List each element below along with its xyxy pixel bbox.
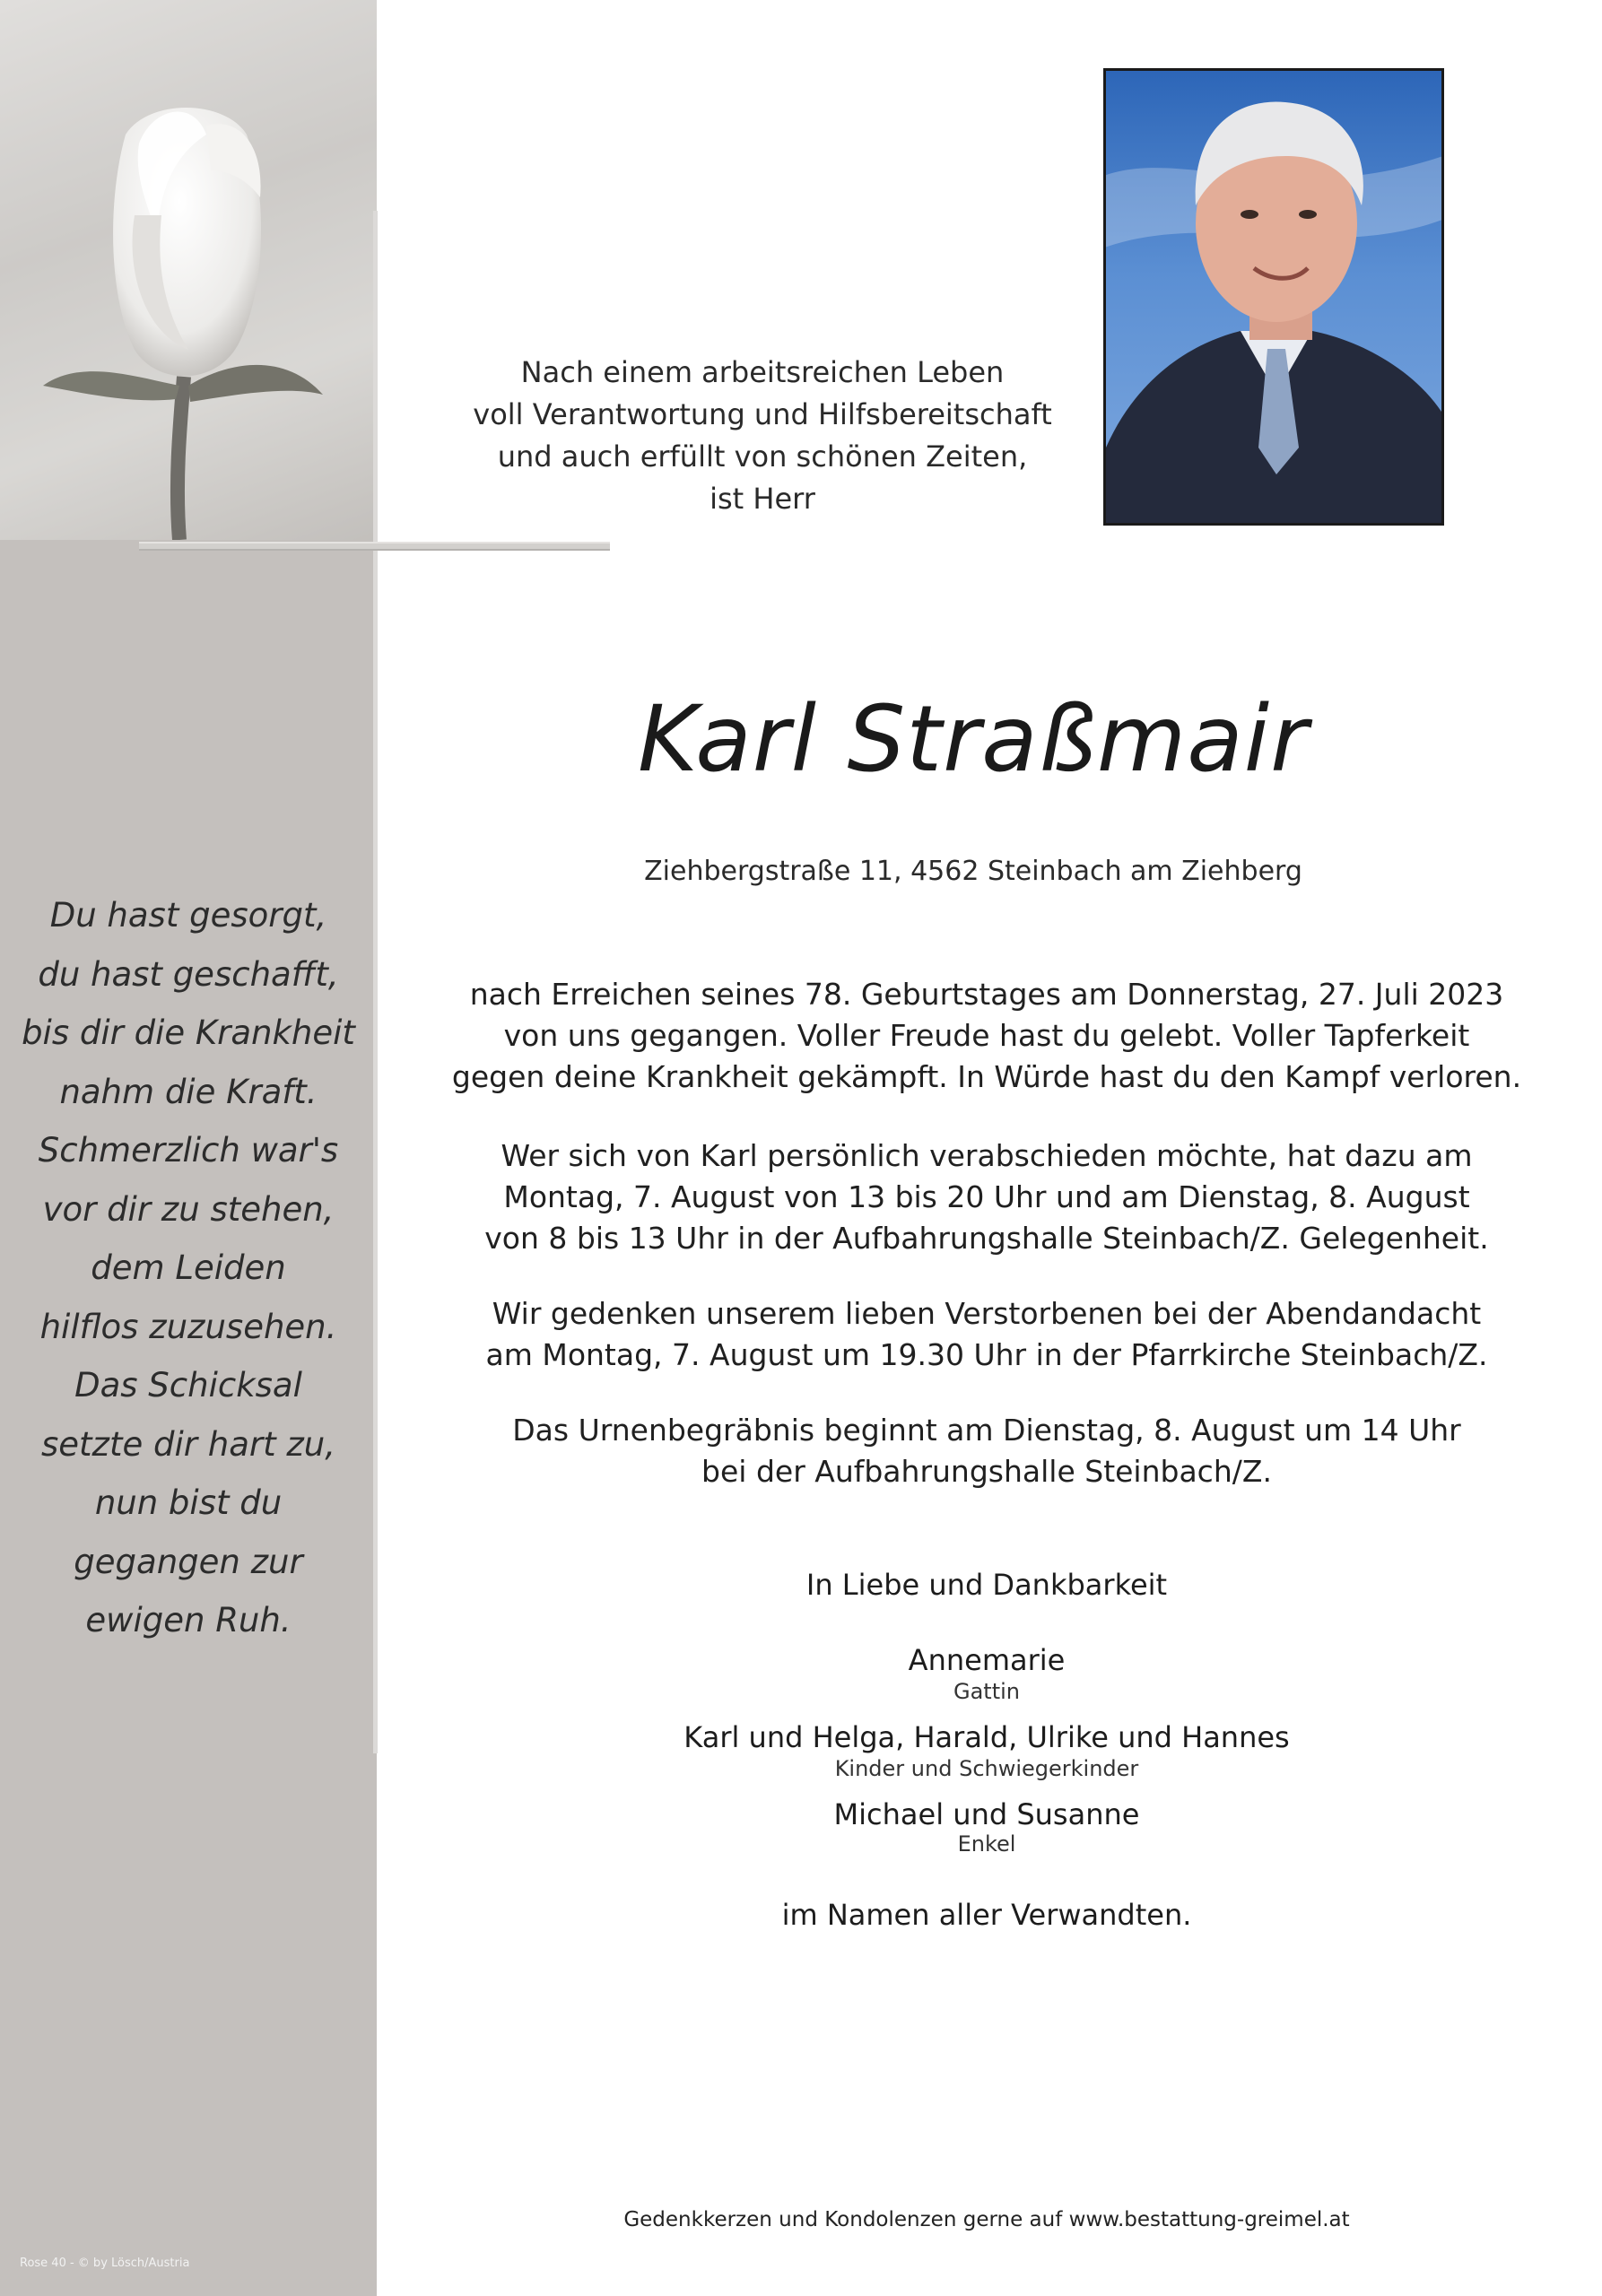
poem-line: Du hast gesorgt, <box>49 896 327 935</box>
poem-line: gegangen zur <box>74 1542 303 1581</box>
sidebar <box>0 0 377 2296</box>
poem-line: vor dir zu stehen, <box>42 1189 335 1229</box>
paragraph-line: nach Erreichen seines 78. Geburtstages am Donnerstag, 27. Juli 2023 <box>469 977 1504 1012</box>
paragraph-line: Das Urnenbegräbnis beginnt am Dienstag, 8. August um 14 Uhr <box>512 1413 1461 1448</box>
notice-paragraph <box>448 974 1525 1098</box>
deceased-address: Ziehbergstraße 11, 4562 Steinbach am Ziehberg <box>644 856 1302 887</box>
poem <box>0 886 377 1650</box>
poem-line: bis dir die Krankheit <box>22 1013 355 1052</box>
mourners-heading: In Liebe und Dankbarkeit <box>805 1568 1168 1602</box>
poem-line: nun bist du <box>94 1483 283 1522</box>
intro-line: voll Verantwortung und Hilfsbereitschaft <box>473 397 1052 431</box>
mourner-role: Kinder und Schwiegerkinder <box>834 1756 1139 1781</box>
paragraph-line: von 8 bis 13 Uhr in der Aufbahrungshalle Steinbach/Z. Gelegenheit. <box>484 1221 1489 1256</box>
mourner-role: Gattin <box>953 1679 1020 1704</box>
poem-line: Schmerzlich war's <box>38 1131 339 1170</box>
cross-divider <box>139 542 610 551</box>
paragraph-line: Wir gedenken unserem lieben Verstorbenen bei der Abendandacht <box>492 1296 1482 1331</box>
mourner-name: Annemarie <box>908 1643 1066 1677</box>
footer-note: Gedenkkerzen und Kondolenzen gerne auf www.bestattung-greimel.at <box>623 2208 1350 2231</box>
paragraph-line: Montag, 7. August von 13 bis 20 Uhr und am Dienstag, 8. August <box>503 1179 1470 1214</box>
poem-line: setzte dir hart zu, <box>41 1424 335 1464</box>
mourner-role: Enkel <box>957 1831 1016 1857</box>
paragraph-line: Wer sich von Karl persönlich verabschieden möchte, hat dazu am <box>501 1138 1473 1173</box>
closing-line: im Namen aller Verwandten. <box>781 1898 1192 1932</box>
viewing-paragraph <box>448 1135 1525 1259</box>
image-credit: Rose 40 - © by Lösch/Austria <box>20 2257 190 2270</box>
vigil-paragraph <box>448 1293 1525 1376</box>
mourner-name: Michael und Susanne <box>833 1797 1140 1831</box>
paragraph-line: am Montag, 7. August um 19.30 Uhr in der Pfarrkirche Steinbach/Z. <box>485 1337 1488 1372</box>
burial-paragraph <box>448 1410 1525 1492</box>
intro-line: ist Herr <box>710 482 815 516</box>
intro-line: und auch erfüllt von schönen Zeiten, <box>497 439 1028 474</box>
intro-line: Nach einem arbeitsreichen Leben <box>520 355 1005 389</box>
poem-line: Das Schicksal <box>74 1366 302 1405</box>
paragraph-line: gegen deine Krankheit gekämpft. In Würde hast du den Kampf verloren. <box>451 1059 1522 1094</box>
intro-text <box>448 352 1076 520</box>
paragraph-line: bei der Aufbahrungshalle Steinbach/Z. <box>701 1454 1272 1489</box>
poem-line: du hast geschafft, <box>38 954 339 994</box>
poem-line: ewigen Ruh. <box>85 1601 292 1639</box>
deceased-name: Karl Straßmair <box>637 686 1310 793</box>
rose-image <box>0 0 377 540</box>
mourner-name: Karl und Helga, Harald, Ulrike und Hannes <box>683 1720 1290 1754</box>
poem-line: nahm die Kraft. <box>59 1072 318 1111</box>
portrait-icon <box>1106 71 1441 523</box>
poem-line: hilflos zuzusehen. <box>39 1307 337 1346</box>
paragraph-line: von uns gegangen. Voller Freude hast du gelebt. Voller Tapferkeit <box>503 1018 1470 1053</box>
portrait-photo <box>1103 68 1444 526</box>
white-rose-icon <box>0 0 377 540</box>
poem-line: dem Leiden <box>91 1248 286 1287</box>
